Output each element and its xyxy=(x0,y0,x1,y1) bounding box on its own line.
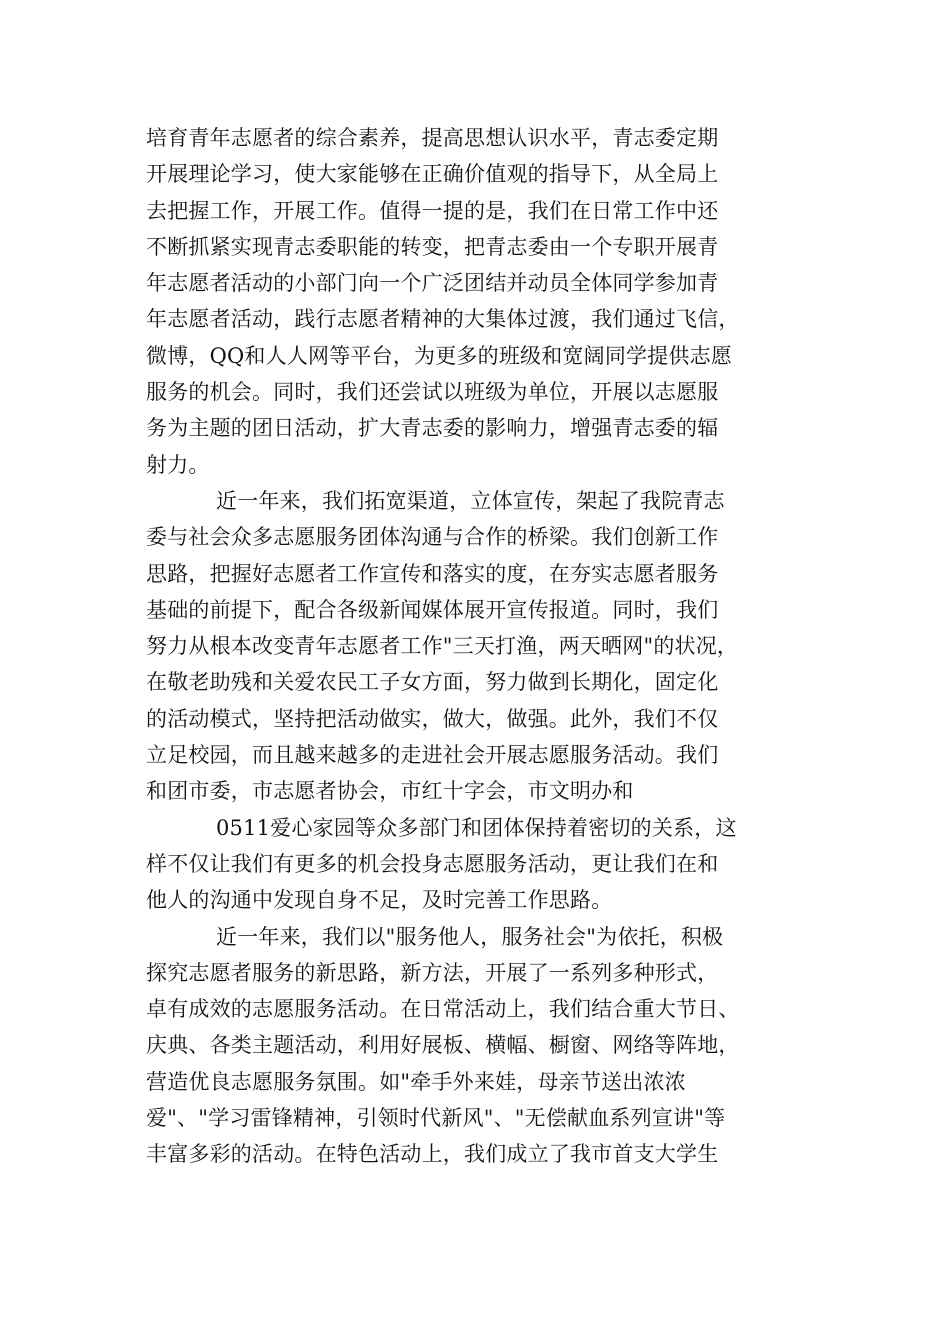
text-line: 营造优良志愿服务氛围。如"牵手外来娃，母亲节送出浓浓 xyxy=(146,1069,686,1094)
text-line: 服务的机会。同时，我们还尝试以班级为单位，开展以志愿服 xyxy=(146,380,719,405)
text-line: 开展理论学习，使大家能够在正确价值观的指导下，从全局上 xyxy=(146,162,719,187)
text-line: 丰富多彩的活动。在特色活动上，我们成立了我市首支大学生 xyxy=(146,1142,719,1167)
text-line: 基础的前提下，配合各级新闻媒体展开宣传报道。同时，我们 xyxy=(146,597,719,622)
text-line: 培育青年志愿者的综合素养，提高思想认识水平，青志委定期 xyxy=(146,126,719,150)
text-line: 庆典、各类主题活动，利用好展板、横幅、橱窗、网络等阵地， xyxy=(146,1033,740,1058)
text-line: 射力。 xyxy=(146,452,210,477)
paragraph-first-line: 近一年来，我们拓宽渠道，立体宣传，架起了我院青志 xyxy=(216,488,725,513)
text-line: 不断抓紧实现青志委职能的转变，把青志委由一个专职开展青 xyxy=(146,234,719,259)
text-line: 爱"、"学习雷锋精神，引领时代新风"、"无偿献血系列宣讲"等 xyxy=(146,1106,726,1131)
text-line: 努力从根本改变青年志愿者工作"三天打渔，两天晒网"的状况， xyxy=(146,634,739,659)
text-line: 思路，把握好志愿者工作宣传和落实的度，在夯实志愿者服务 xyxy=(146,561,719,586)
text-line: 样不仅让我们有更多的机会投身志愿服务活动，更让我们在和 xyxy=(146,851,719,876)
text-line: 他人的沟通中发现自身不足，及时完善工作思路。 xyxy=(146,888,613,913)
text-line: 卓有成效的志愿服务活动。在日常活动上，我们结合重大节日、 xyxy=(146,997,740,1022)
text-line: 务为主题的团日活动，扩大青志委的影响力，增强青志委的辐 xyxy=(146,416,719,441)
text-line: 委与社会众多志愿服务团体沟通与合作的桥梁。我们创新工作 xyxy=(146,525,719,550)
text-line: 探究志愿者服务的新思路，新方法，开展了一系列多种形式， xyxy=(146,960,719,985)
body-text xyxy=(146,120,806,1173)
paragraph-first-line: 近一年来，我们以"服务他人，服务社会"为依托，积极 xyxy=(216,924,724,949)
text-line: 微博，QQ和人人网等平台，为更多的班级和宽阔同学提供志愿 xyxy=(146,343,733,368)
text-line: 立足校园，而且越来越多的走进社会开展志愿服务活动。我们 xyxy=(146,743,719,768)
text-line: 的活动模式，坚持把活动做实，做大，做强。此外，我们不仅 xyxy=(146,706,719,731)
text-line: 年志愿者活动的小部门向一个广泛团结并动员全体同学参加青 xyxy=(146,271,719,296)
text-line: 年志愿者活动，践行志愿者精神的大集体过渡，我们通过飞信， xyxy=(146,307,740,332)
text-line: 和团市委，市志愿者协会，市红十字会，市文明办和 xyxy=(146,779,634,804)
text-line: 在敬老助残和关爱农民工子女方面，努力做到长期化，固定化 xyxy=(146,670,719,695)
paragraph-first-line: 0511爱心家园等众多部门和团体保持着密切的关系，这 xyxy=(216,815,737,840)
text-line: 去把握工作，开展工作。值得一提的是，我们在日常工作中还 xyxy=(146,198,719,223)
